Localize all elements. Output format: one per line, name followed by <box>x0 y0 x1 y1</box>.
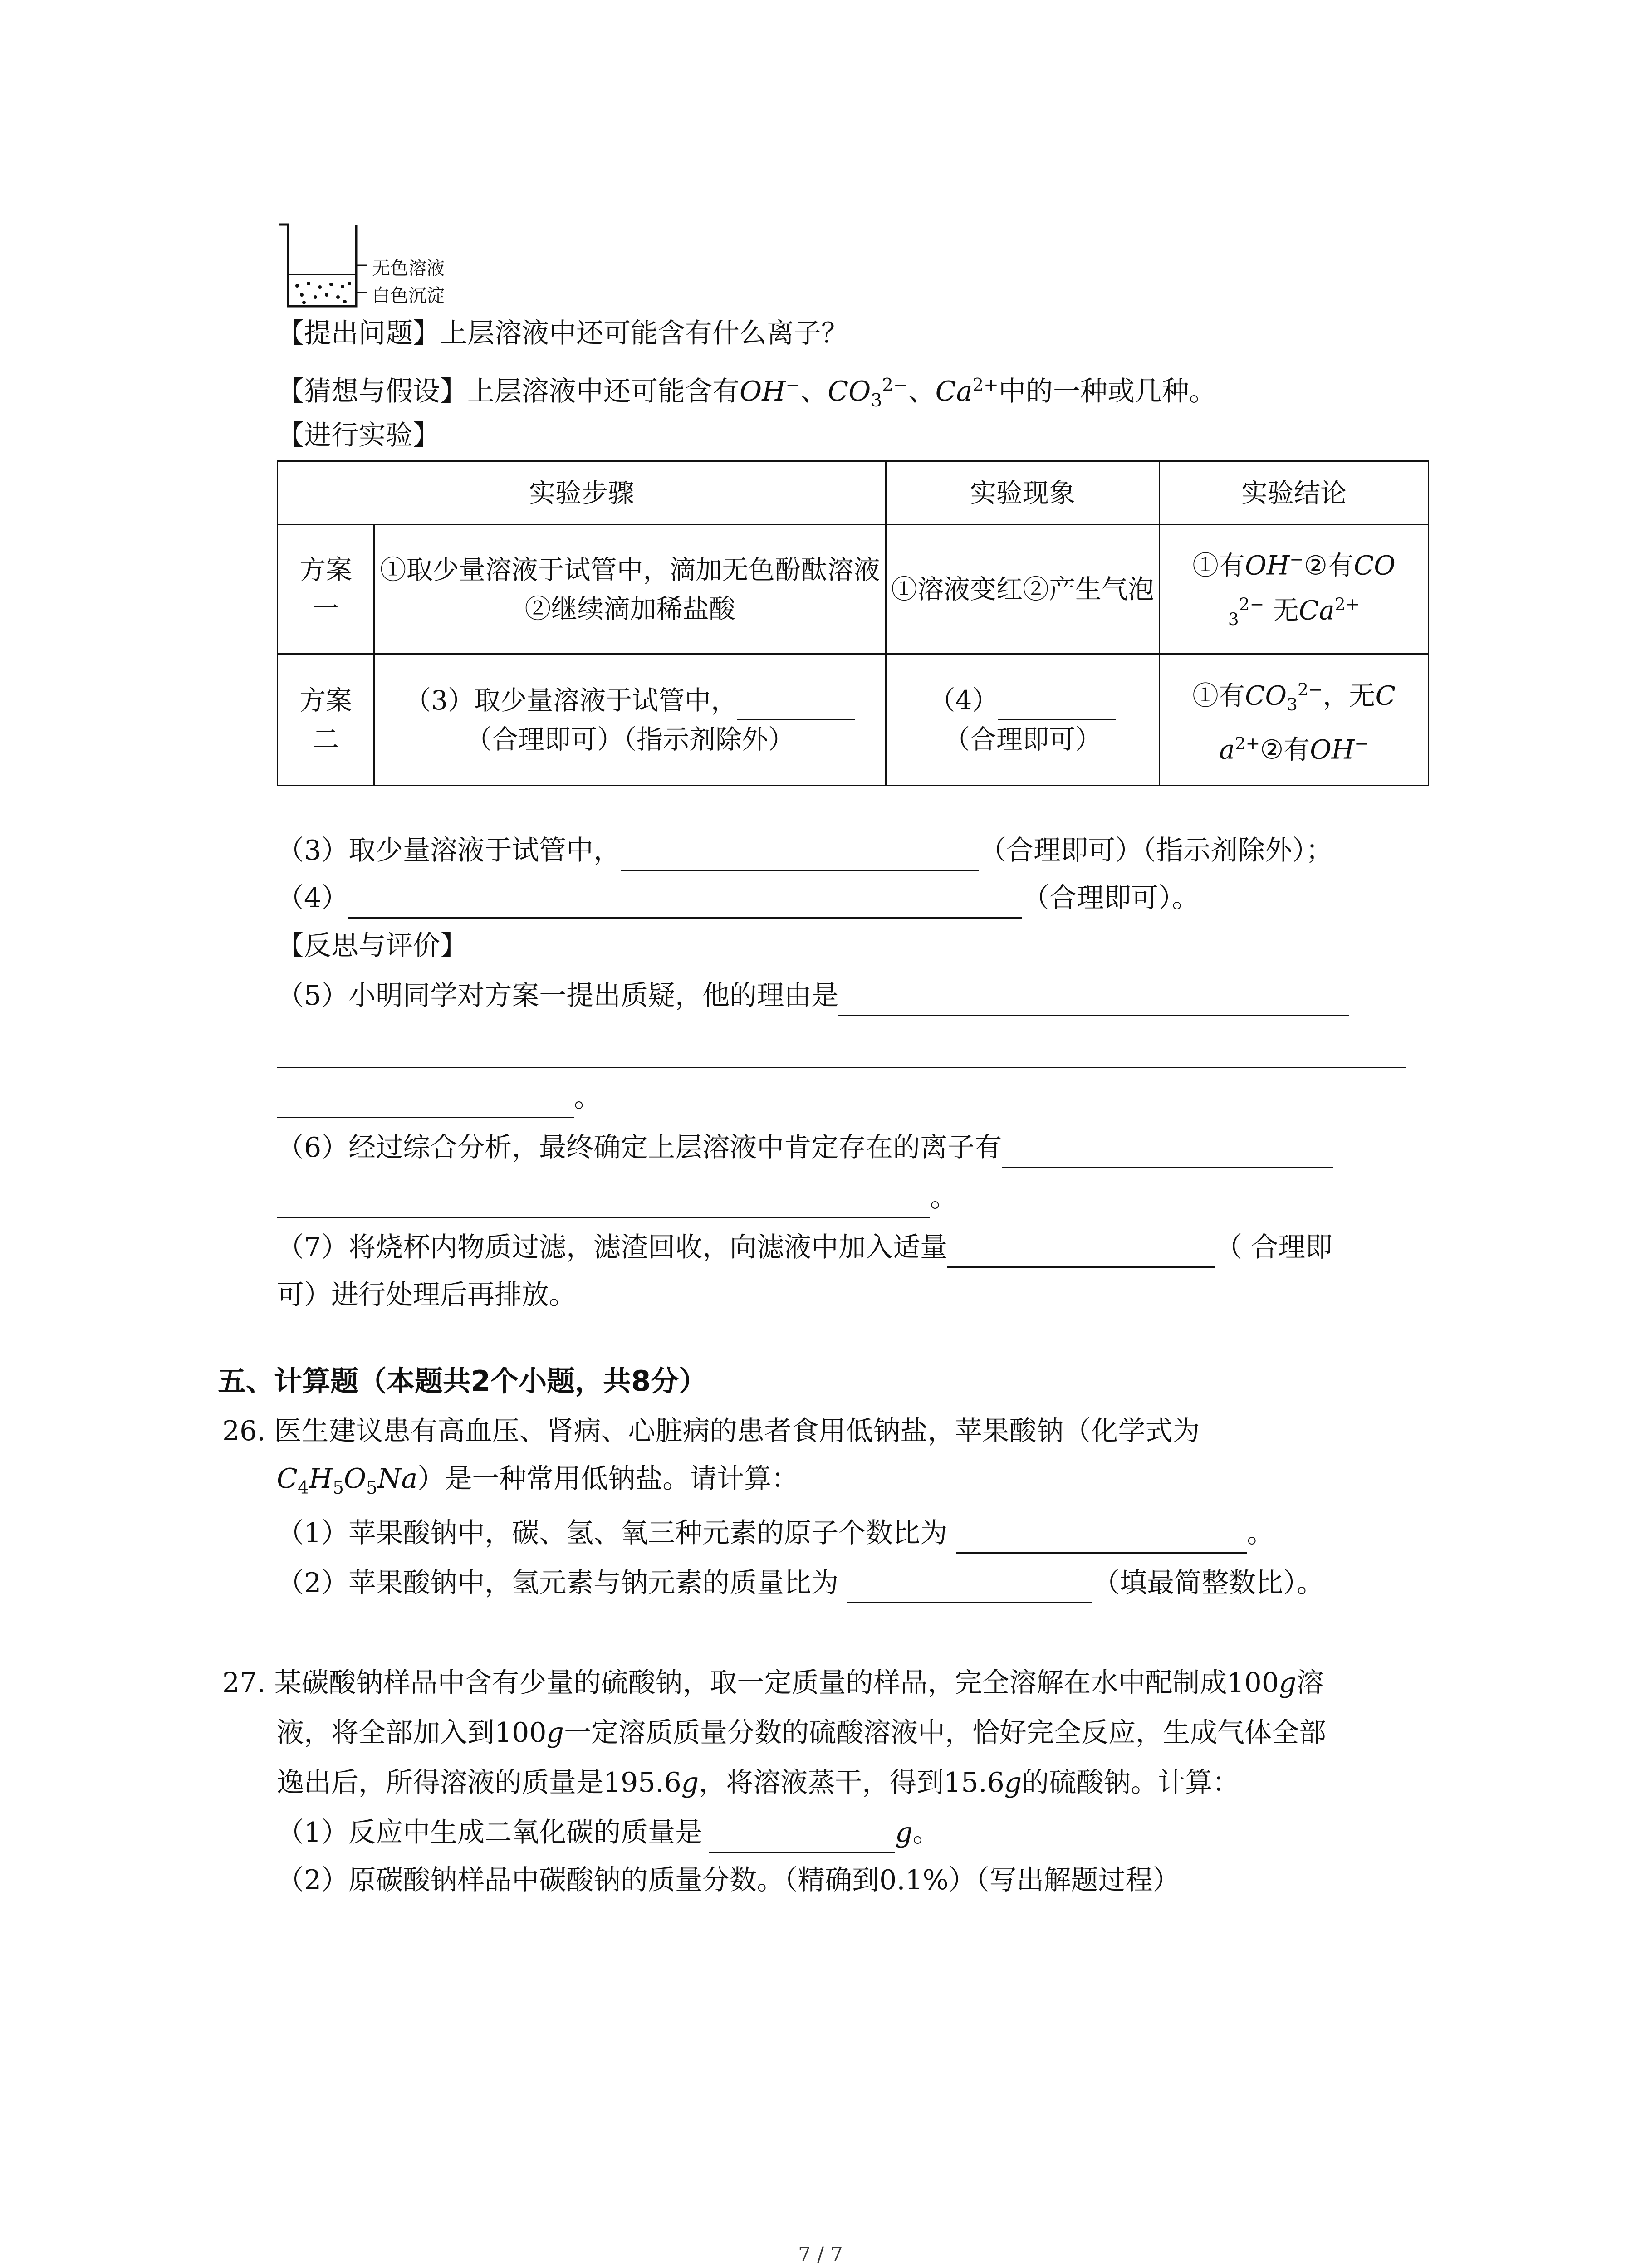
q5-blank-2[interactable] <box>277 1035 1406 1068</box>
page-number: 7 / 7 <box>798 2243 843 2266</box>
q7-blank[interactable] <box>947 1235 1215 1268</box>
q27-sub2: （2）原碳酸钠样品中碳酸钠的质量分数。（精确到0.1%）（写出解题过程） <box>277 1864 1180 1896</box>
header-steps: 实验步骤 <box>278 461 886 525</box>
answer-blank[interactable] <box>737 687 855 720</box>
q5-blank-3[interactable] <box>277 1085 574 1118</box>
q6-blank[interactable] <box>1002 1135 1333 1168</box>
answer-blank[interactable] <box>998 687 1116 720</box>
q27-line-3: 逸出后，所得溶液的质量是195.6g，将溶液蒸干，得到15.6g的硫酸钠。计算： <box>277 1767 1240 1799</box>
step-cell: （3）取少量溶液于试管中， （合理即可）（指示剂除外） <box>374 654 886 786</box>
table-header-row <box>278 461 1429 525</box>
q3-blank[interactable] <box>621 838 979 871</box>
q26-sub1: （1）苹果酸钠中，碳、氢、氧三种元素的原子个数比为 。 <box>277 1513 1274 1554</box>
reflection-heading: 【反思与评价】 <box>277 930 467 962</box>
q5-line-2 <box>277 1027 1406 1068</box>
beaker-label-top: 无色溶液 <box>372 258 445 279</box>
question-line: 【提出问题】上层溶液中还可能含有什么离子？ <box>277 318 848 349</box>
experiment-table <box>277 460 1429 786</box>
q27-line-2: 液，将全部加入到100g一定溶质质量分数的硫酸溶液中，恰好完全反应，生成气体全部 <box>277 1717 1326 1749</box>
q26-line-2: $C_4H_5O_5Na$）是一种常用低钠盐。请计算： <box>277 1463 799 1498</box>
plan-cell: 方案一 <box>278 525 374 654</box>
q26-line-1: 26. 医生建议患有高血压、肾病、心脏病的患者食用低钠盐，苹果酸钠（化学式为 <box>222 1415 1200 1447</box>
q4-blank[interactable] <box>348 885 1022 919</box>
q26-sub2: （2）苹果酸钠中，氢元素与钠元素的质量比为 （填最简整数比）。 <box>277 1563 1324 1603</box>
q5-line: （5）小明同学对方案一提出质疑，他的理由是 <box>277 975 1349 1016</box>
q3-line: （3）取少量溶液于试管中， （合理即可）（指示剂除外）； <box>277 830 1333 871</box>
conclusion-cell: ①有OH−②有CO $_3^{2-}$ 无$Ca^{2+}$ <box>1160 525 1429 654</box>
q26-sub2-blank[interactable] <box>847 1570 1092 1603</box>
table-row <box>278 525 1429 654</box>
phenomenon-cell: （4） （合理即可） <box>886 654 1160 786</box>
phenomenon-cell: ①溶液变红②产生气泡 <box>886 525 1160 654</box>
q27-sub1-blank[interactable] <box>709 1820 895 1853</box>
q27-sub1: （1）反应中生成二氧化碳的质量是 g。 <box>277 1812 940 1853</box>
step-cell: ①取少量溶液于试管中，滴加无色酚酞溶液②继续滴加稀盐酸 <box>374 525 886 654</box>
hypothesis-line: 【猜想与假设】上层溶液中还可能含有OH−、$CO_3^{2-}$、$Ca^{2+}$中的一种或几种。 <box>277 375 1216 411</box>
q5-blank[interactable] <box>838 983 1349 1016</box>
conclusion-cell: ①有$CO_3^{2-}$，无C $a^{2+}②$有OH− <box>1160 654 1429 786</box>
section-heading: 五、计算题（本题共2个小题，共8分） <box>218 1364 707 1398</box>
q26-sub1-blank[interactable] <box>956 1520 1247 1554</box>
q6-blank-2[interactable] <box>277 1185 930 1218</box>
q4-line: （4） （合理即可）。 <box>277 878 1199 919</box>
q6-line: （6）经过综合分析，最终确定上层溶液中肯定存在的离子有 <box>277 1127 1333 1168</box>
beaker-diagram <box>277 220 367 311</box>
q5-line-3: 。 <box>277 1077 601 1118</box>
experiment-heading: 【进行实验】 <box>277 420 440 451</box>
beaker-label-bottom: 白色沉淀 <box>372 285 445 306</box>
q27-line-1: 27. 某碳酸钠样品中含有少量的硫酸钠，取一定质量的样品，完全溶解在水中配制成100g溶 <box>222 1667 1324 1699</box>
header-phenomenon: 实验现象 <box>886 461 1160 525</box>
table-row <box>278 654 1429 786</box>
plan-cell: 方案二 <box>278 654 374 786</box>
header-conclusion: 实验结论 <box>1160 461 1429 525</box>
q7-line: （7）将烧杯内物质过滤，滤渣回收，向滤液中加入适量 （ 合理即 <box>277 1227 1332 1268</box>
q7-line-2: 可）进行处理后再排放。 <box>277 1279 576 1311</box>
q6-line-2: 。 <box>277 1177 957 1218</box>
